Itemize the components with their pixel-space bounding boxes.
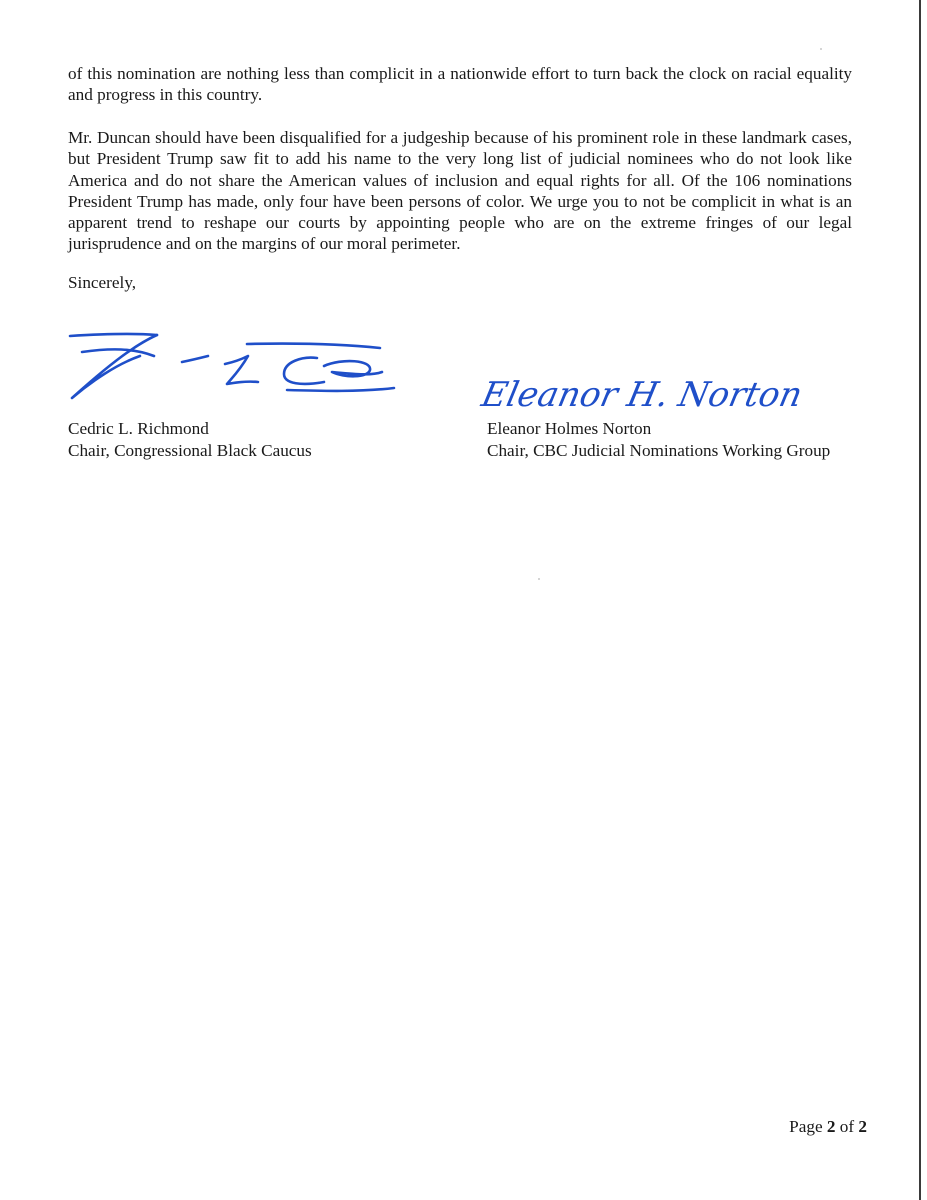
closing-salutation: Sincerely, [68,273,137,292]
signatory-name: Eleanor Holmes Norton [487,419,652,438]
page-number [789,1117,867,1137]
signatory-title: Chair, CBC Judicial Nominations Working Group [487,440,831,460]
signature-norton [478,364,806,422]
signatory-block-richmond [68,418,312,461]
signatory-name: Cedric L. Richmond [68,419,209,438]
paragraph-continued: of this nomination are nothing less than complicit in a nationwide effort to turn back the clock on racial equality and progress in this country. [68,64,852,105]
signatory-title: Chair, Congressional Black Caucus [68,440,312,460]
scan-speck [538,578,540,580]
paragraph-duncan: Mr. Duncan should have been disqualified for a judgeship because of his prominent role in these landmark cases, but President Trump saw fit to add his name to the very long list of judicial nominees who do not look like America and do not share the American values of inclusion and equal rights for all. Of the 106 nominations President Trump has made, only four have been persons of color. We urge you to not be complicit in what is an apparent trend to reshape our courts by appointing people who are on the extreme fringes of our legal jurisprudence and on the margins of our moral perimeter. [68,128,852,254]
signatory-block-norton [487,418,830,461]
page-of-label: of [839,1117,855,1136]
total-pages-number: 2 [858,1117,867,1136]
page-edge-line [919,0,921,1200]
page-label: Page [789,1117,823,1136]
signature-norton-text: Eleanor H. Norton [478,375,806,415]
signature-richmond [62,326,402,410]
current-page-number: 2 [826,1117,836,1136]
scan-speck [820,48,822,50]
